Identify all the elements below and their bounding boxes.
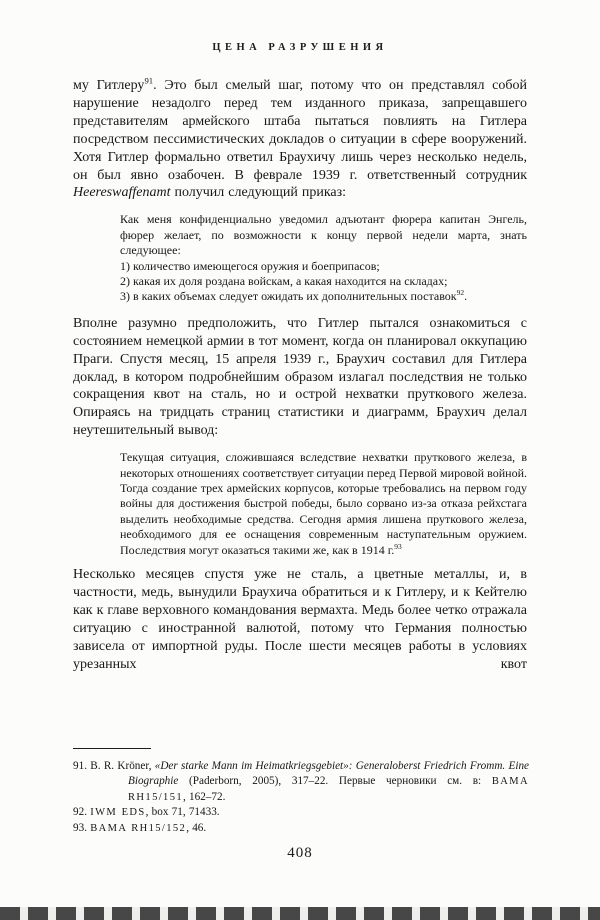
footnote-list xyxy=(73,759,529,836)
footnotes-section xyxy=(73,748,529,836)
blockquote-2: Текущая ситуация, сложившаяся вследствие нехватки пруткового железа, в некоторых отношениях соответствует ситуации перед Первой мировой войной. Тогда создание трех армейских корпусов, которые требовались на первом году войны для достижения быстрой победы, было сорвано из-за отказа рейхстага выделить необходимые средства. Сегодня армия лишена пруткового железа, необходимого для ее оснащения современным наступательным оружием. Последствия могут оказаться такими же, как в 1914 г.$^{93}$ xyxy=(120,450,527,557)
footnote: 93. BAMA RH15/152, 46. xyxy=(73,821,207,834)
blockquote-list-item: 1) количество имеющегося оружия и боеприпасов; xyxy=(120,258,380,273)
blockquote-list-item: 2) какая их доля роздана войскам, а какая находится на складах; xyxy=(120,273,448,288)
page-content xyxy=(73,77,527,673)
blockquote-1 xyxy=(120,212,527,304)
blockquote-1-items xyxy=(120,259,527,305)
scan-bottom-edge xyxy=(0,907,600,920)
blockquote-1-intro: Как меня конфиденциально уведомил адъютант фюрера капитан Энгель, фюрер желает, по возможности к концу первой недели марта, знать следующее: xyxy=(120,212,527,258)
footnote: 92. IWM EDS, box 71, 71433. xyxy=(73,806,220,819)
page-number: 408 xyxy=(287,845,313,861)
footnote: 91. B. R. Kröner, «Der starke Mann im Heimatkriegsgebiet»: Generaloberst Friedrich Fromm. Eine Biographie (Paderborn, 2005), 317–22. Первые черновики см. в: BAMA RH15/151, 162–72. xyxy=(73,760,529,803)
running-head: ЦЕНА РАЗРУШЕНИЯ xyxy=(212,42,388,53)
paragraph-3: Несколько месяцев спустя уже не сталь, а цветные металлы, и, в частности, медь, вынудили Браухича обратиться и к Гитлеру, и к Кейтелю как к главе верховного командования вермахта. Медь более четко отражала ситуацию с иностранной валютой, потому что Германия полностью зависела от импортной руды. После шести месяцев работы в условиях урезанных квот xyxy=(73,566,527,672)
paragraph-1: му Гитлеру$^{91}$. Это был смелый шаг, потому что он представлял собой нарушение незадолго перед тем изданного приказа, запрещавшего представителям армейского штаба пытаться повлиять на Гитлера посредством пессимистических докладов о ситуации в сфере вооружений. Хотя Гитлер формально ответил Браухичу лишь через несколько недель, он был явно озабочен. В феврале 1939 г. ответственный сотрудник Heereswaffenamt получил следующий приказ: xyxy=(73,75,527,201)
blockquote-list-item: 3) в каких объемах следует ожидать их дополнительных поставок$^{92}$. xyxy=(120,288,468,304)
footnote-separator-rule xyxy=(73,748,151,749)
paragraph-2: Вполне разумно предположить, что Гитлер пытался ознакомиться с состоянием немецкой армии в тот момент, когда он планировал оккупацию Праги. Спустя месяц, 15 апреля 1939 г., Браухич составил для Гитлера доклад, в котором подробнейшим образом излагал последствия не только сокращения квот на сталь, но и острой нехватки пруткового железа. Опираясь на тридцать страниц статистики и диаграмм, Браухич делал неутешительный вывод: xyxy=(73,315,527,439)
